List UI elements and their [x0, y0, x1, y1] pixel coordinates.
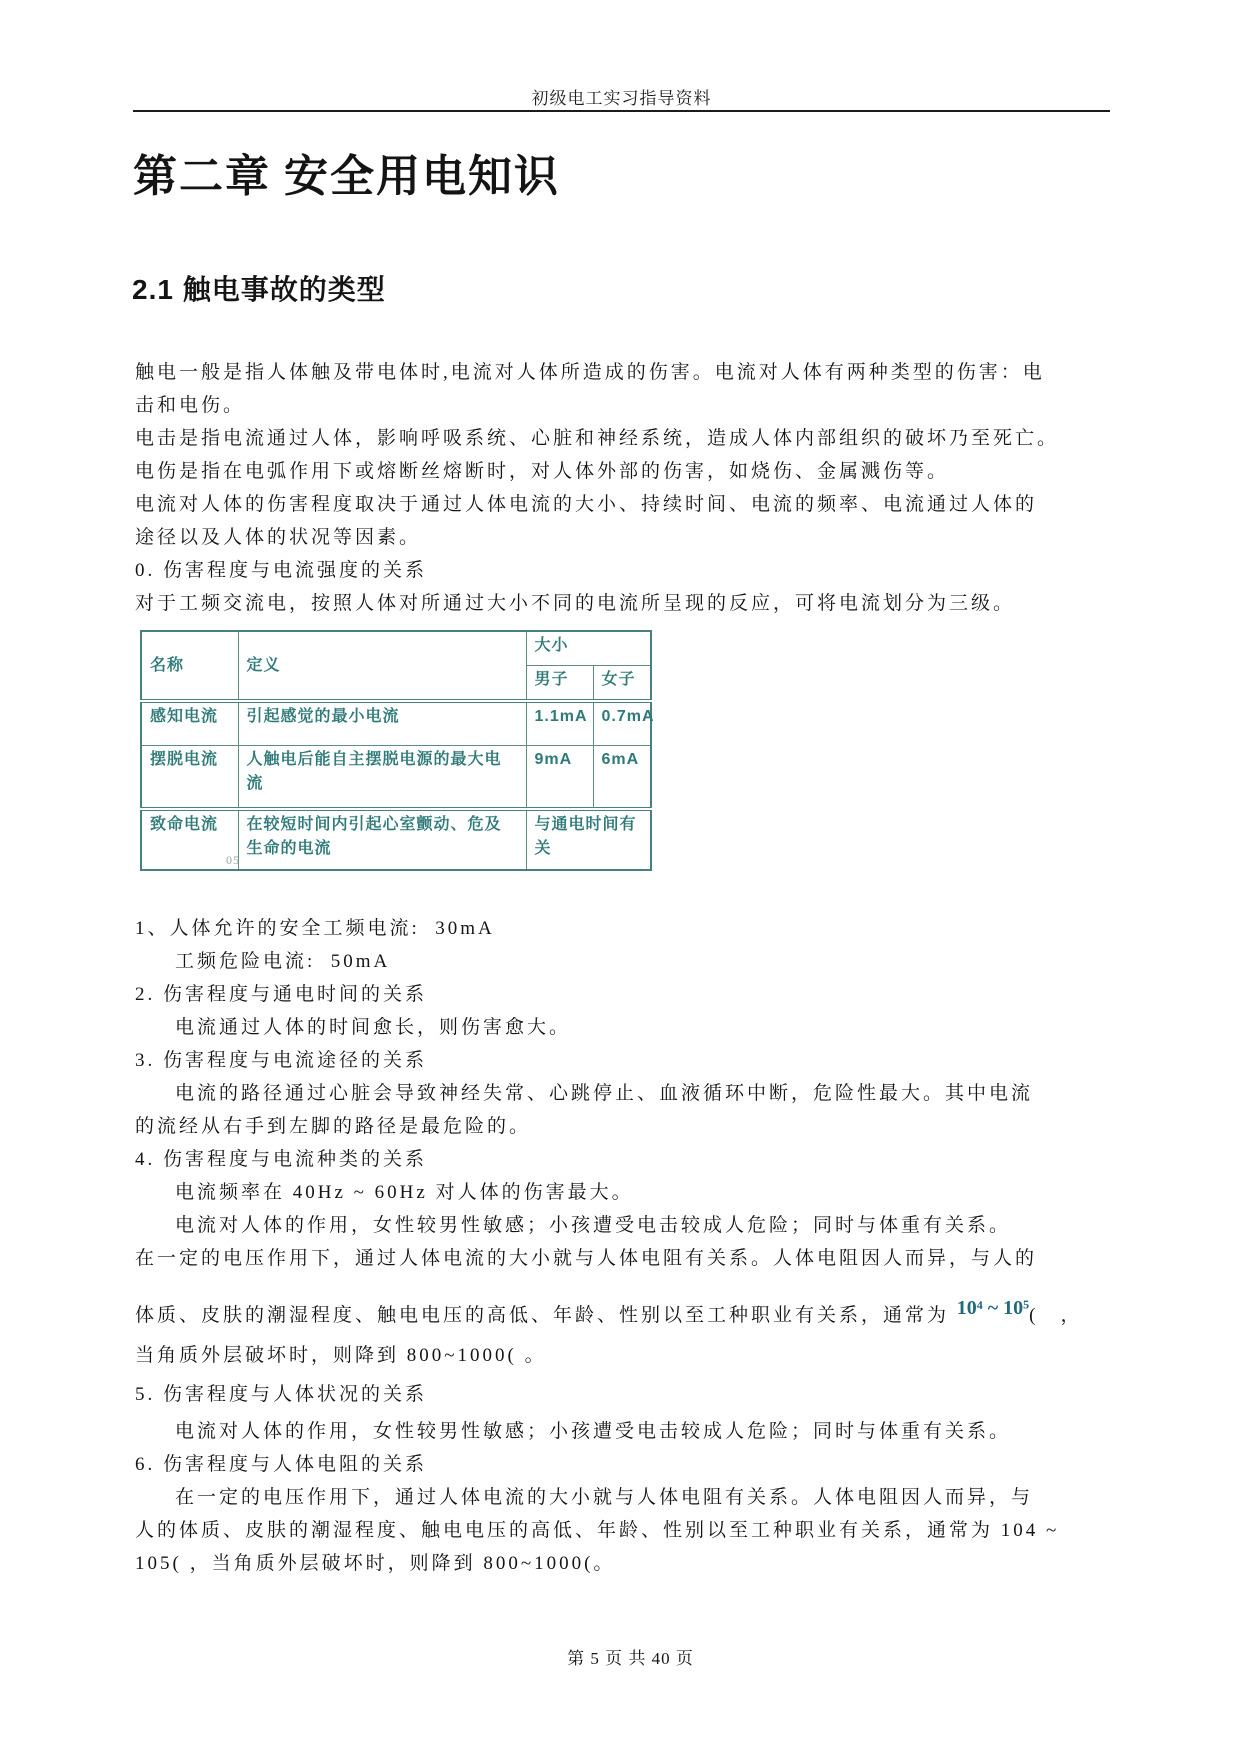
body-line: 工频危险电流: 50mA	[175, 951, 391, 972]
body-line: 的流经从右手到左脚的路径是最危险的。	[135, 1116, 532, 1137]
page-header-title: 初级电工实习指导资料	[531, 89, 712, 108]
body-line: 对于工频交流电，按照人体对所通过大小不同的电流所呈现的反应，可将电流划分为三级。	[135, 593, 1016, 614]
body-line: 电流通过人体的时间愈长，则伤害愈大。	[175, 1017, 572, 1038]
body-line: 电流频率在 40Hz ~ 60Hz 对人体的伤害最大。	[175, 1182, 634, 1203]
col-header-female: 女子	[593, 666, 651, 702]
col-header-name: 名称	[141, 631, 238, 701]
body-line: 电流的路径通过心脏会导致神经失常、心跳停止、血液循环中断，危险性最大。其中电流	[175, 1083, 1034, 1104]
body-line: 6. 伤害程度与人体电阻的关系	[135, 1454, 428, 1475]
row-definition-cell: 引起感觉的最小电流	[238, 701, 526, 746]
col-header-size: 大小	[526, 631, 651, 666]
body-line: 3. 伤害程度与电流途径的关系	[135, 1050, 428, 1071]
table-header-row	[141, 631, 651, 666]
table-row	[141, 809, 651, 870]
current-effects-table	[140, 630, 655, 871]
intro-paragraphs	[135, 356, 1135, 620]
row-definition-cell: 在较短时间内引起心室颤动、危及生命的电流	[238, 809, 526, 870]
row-female-cell: 0.7mA	[593, 701, 651, 746]
table-row	[141, 746, 651, 810]
body-line: 途径以及人体的状况等因素。	[135, 527, 422, 548]
formula-line	[135, 1299, 1135, 1332]
formula-post: ( ，	[1029, 1305, 1083, 1326]
row-female-cell: 6mA	[593, 746, 651, 810]
body-line: 人的体质、皮肤的潮湿程度、触电电压的高低、年龄、性别以至工种职业有关系，通常为 104 ~	[135, 1520, 1060, 1541]
body-line: 5. 伤害程度与人体状况的关系	[135, 1384, 428, 1405]
body-line: 4. 伤害程度与电流种类的关系	[135, 1149, 428, 1170]
row-definition-cell: 人触电后能自主摆脱电源的最大电流	[238, 746, 526, 810]
table-row	[141, 701, 651, 746]
body-line: 电流对人体的作用，女性较男性敏感；小孩遭受电击较成人危险；同时与体重有关系。	[175, 1421, 1012, 1442]
chapter-title: 第二章 安全用电知识	[133, 152, 560, 201]
table-artifact-text: 05	[226, 853, 240, 867]
row-span-cell: 与通电时间有关	[526, 809, 651, 870]
row-name-cell: 感知电流	[141, 701, 238, 746]
row-name-cell: 致命电流	[141, 809, 238, 870]
body-line: 电流对人体的作用，女性较男性敏感；小孩遭受电击较成人危险；同时与体重有关系。	[175, 1215, 1012, 1236]
body-line: 在一定的电压作用下，通过人体电流的大小就与人体电阻有关系。人体电阻因人而异，与	[175, 1487, 1034, 1508]
body-line: 触电一般是指人体触及带电体时,电流对人体所造成的伤害。电流对人体有两种类型的伤害：电	[135, 362, 1045, 383]
section-title: 2.1 触电事故的类型	[132, 274, 386, 305]
col-header-definition: 定义	[238, 631, 526, 701]
row-name-cell: 摆脱电流	[141, 746, 238, 810]
body-line: 1、人体允许的安全工频电流: 30mA	[135, 918, 495, 939]
body-line: 2. 伤害程度与通电时间的关系	[135, 984, 428, 1005]
row-male-cell: 1.1mA	[526, 701, 593, 746]
post-table-paragraphs	[135, 912, 1135, 1580]
body-line: 105( ，当角质外层破坏时，则降到 800~1000(。	[135, 1553, 616, 1574]
inline-formula: 10⁴ ~ 10⁵	[956, 1297, 1030, 1319]
body-line: 在一定的电压作用下，通过人体电流的大小就与人体电阻有关系。人体电阻因人而异，与人的	[135, 1248, 1038, 1269]
body-line: 0. 伤害程度与电流强度的关系	[135, 560, 428, 581]
col-header-male: 男子	[526, 666, 593, 702]
header-rule	[133, 110, 1110, 112]
body-line: 当角质外层破坏时，则降到 800~1000( 。	[135, 1345, 547, 1366]
page-number: 第 5 页 共 40 页	[567, 1649, 694, 1668]
body-line: 击和电伤。	[135, 395, 246, 416]
body-line: 电击是指电流通过人体，影响呼吸系统、心脏和神经系统，造成人体内部组织的破坏乃至死亡。	[135, 428, 1060, 449]
body-line: 电流对人体的伤害程度取决于通过人体电流的大小、持续时间、电流的频率、电流通过人体的	[135, 494, 1038, 515]
page-footer	[0, 1624, 1240, 1689]
row-male-cell: 9mA	[526, 746, 593, 810]
body-line: 电伤是指在电弧作用下或熔断丝熔断时，对人体外部的伤害，如烧伤、金属溅伤等。	[135, 461, 950, 482]
formula-pre: 体质、皮肤的潮湿程度、触电电压的高低、年龄、性别以至工种职业有关系，通常为	[135, 1305, 957, 1326]
